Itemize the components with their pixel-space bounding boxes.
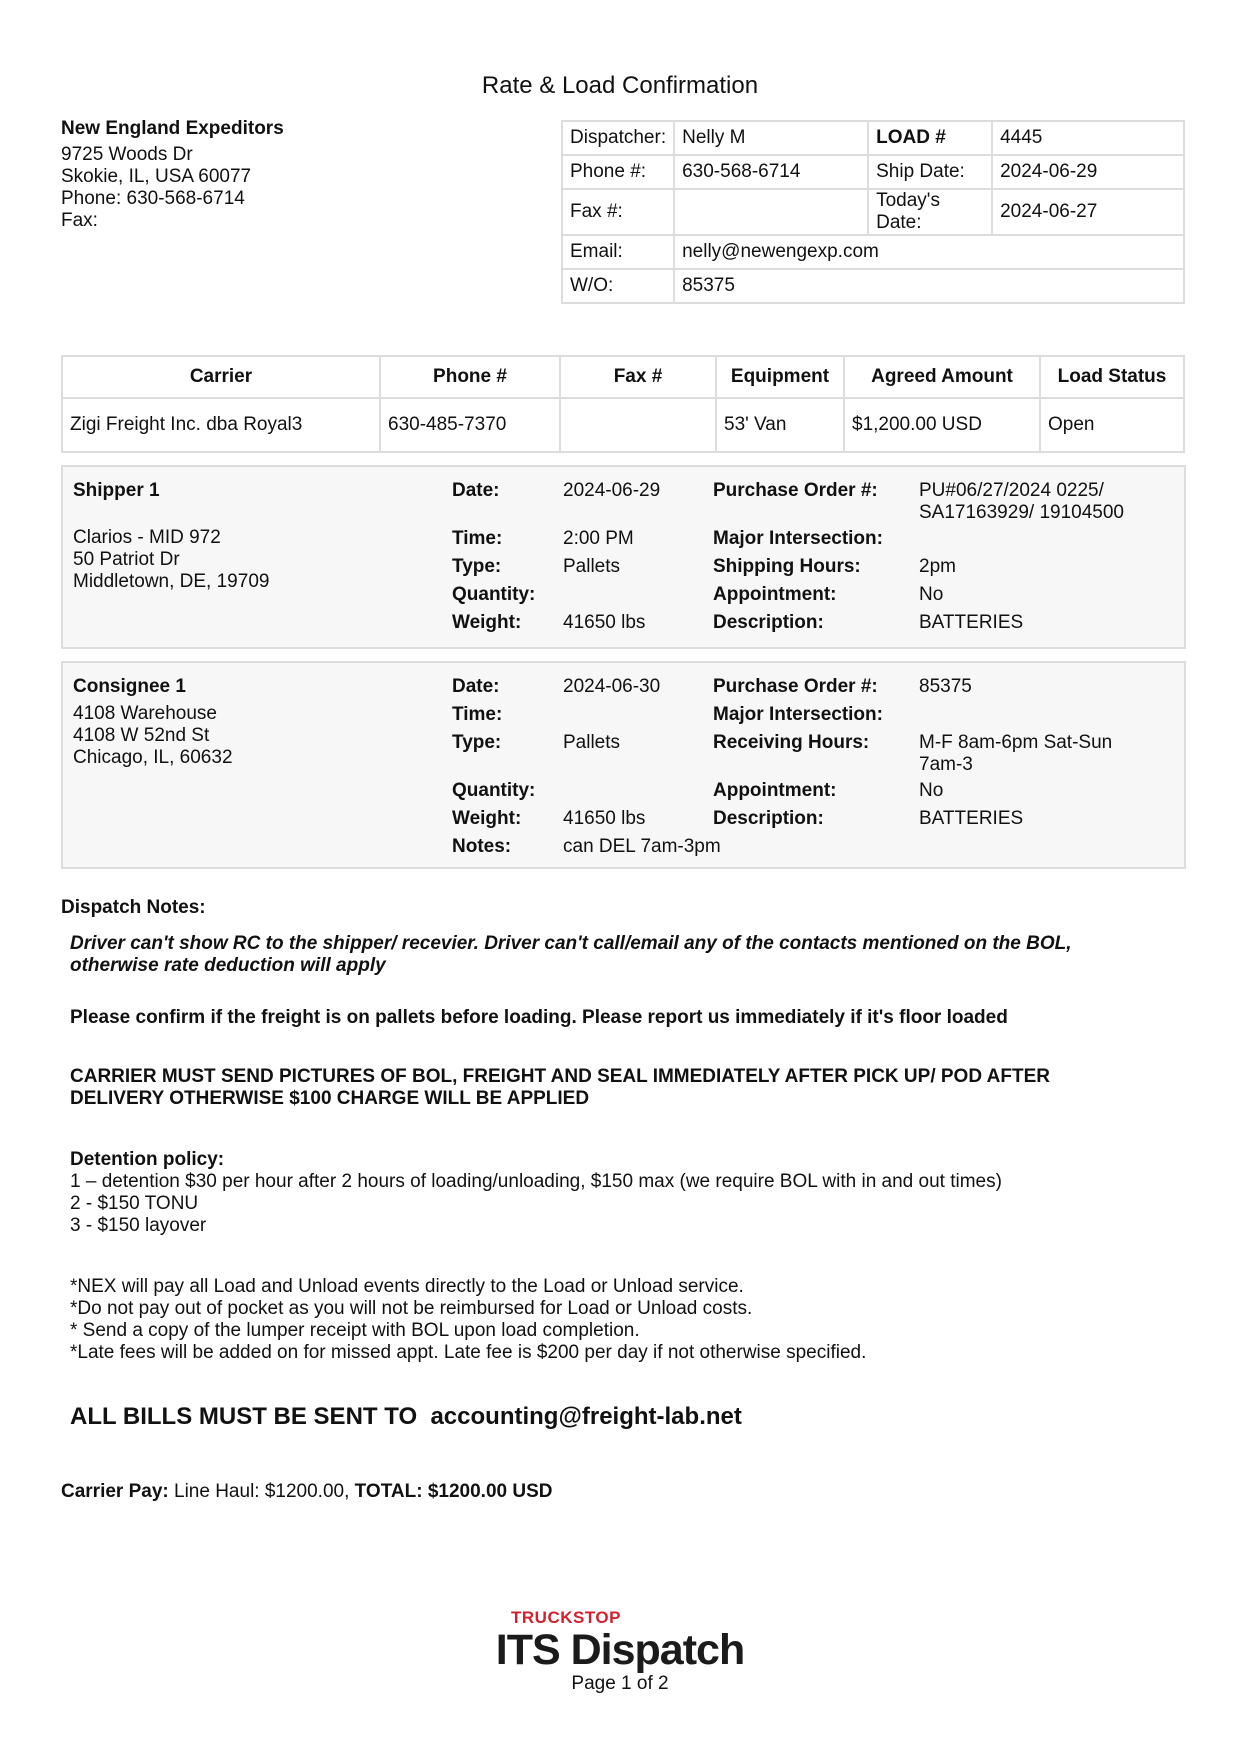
receiving-hours-label: Receiving Hours: bbox=[713, 732, 870, 753]
carrier-phone: 630-485-7370 bbox=[380, 398, 560, 452]
shipping-hours: 2pm bbox=[919, 556, 956, 577]
list-item: *Late fees will be added on for missed appt. Late fee is $200 per day if not otherwise specified. bbox=[70, 1342, 867, 1363]
page-number: Page 1 of 2 bbox=[571, 1673, 669, 1694]
pallets-note: Please confirm if the freight is on pallets before loading. Please report us immediately if it's floor loaded bbox=[70, 1007, 1008, 1028]
shipper-quantity-label: Quantity: bbox=[452, 584, 536, 605]
consignee-po: 85375 bbox=[919, 676, 972, 697]
shipper-time-label: Time: bbox=[452, 528, 503, 549]
shipper-time: 2:00 PM bbox=[563, 528, 634, 549]
shipper-appointment-label: Appointment: bbox=[713, 584, 837, 605]
consignee-weight-label: Weight: bbox=[452, 808, 522, 829]
email-value: nelly@newengexp.com bbox=[674, 235, 1184, 269]
dispatch-warning-line: otherwise rate deduction will apply bbox=[70, 955, 386, 976]
load-number-label: LOAD # bbox=[868, 121, 992, 155]
dispatch-notes-heading: Dispatch Notes: bbox=[61, 897, 206, 918]
carrier-load-status: Open bbox=[1040, 398, 1184, 452]
receiving-hours-line: M-F 8am-6pm Sat-Sun bbox=[919, 732, 1113, 753]
consignee-appointment: No bbox=[919, 780, 944, 801]
table-row bbox=[62, 398, 1184, 452]
logo-its-dispatch-text: ITS Dispatch bbox=[495, 1626, 745, 1674]
shipper-po-line: SA17163929/ 19104500 bbox=[919, 502, 1124, 523]
ship-date-label: Ship Date: bbox=[868, 155, 992, 189]
shipper-major-intersection-label: Major Intersection: bbox=[713, 528, 883, 549]
todays-date-value: 2024-06-27 bbox=[992, 189, 1184, 235]
consignee-date-label: Date: bbox=[452, 676, 500, 697]
consignee-description-label: Description: bbox=[713, 808, 824, 829]
shipper-type-label: Type: bbox=[452, 556, 502, 577]
shipper-address bbox=[73, 527, 269, 593]
list-item: 1 – detention $30 per hour after 2 hours of loading/unloading, $150 max (we require BOL with in and out times) bbox=[70, 1171, 1002, 1192]
fax-value bbox=[674, 189, 868, 235]
billing-instructions: ALL BILLS MUST BE SENT TO accounting@freight-lab.net bbox=[70, 1403, 742, 1430]
shipper-appointment: No bbox=[919, 584, 944, 605]
ship-date-value: 2024-06-29 bbox=[992, 155, 1184, 189]
detention-heading: Detention policy: bbox=[70, 1149, 225, 1170]
pictures-note-line: DELIVERY OTHERWISE $100 CHARGE WILL BE APPLIED bbox=[70, 1088, 590, 1109]
dispatcher-label: Dispatcher: bbox=[562, 121, 674, 155]
phone-value: 630-568-6714 bbox=[674, 155, 868, 189]
carrier-header: Carrier bbox=[62, 356, 380, 398]
company-address-line2: Skokie, IL, USA 60077 bbox=[61, 166, 252, 187]
dispatch-warning-line: Driver can't show RC to the shipper/ recevier. Driver can't call/email any of the contacts mentioned on the BOL, bbox=[70, 933, 1072, 954]
shipper-date: 2024-06-29 bbox=[563, 480, 661, 501]
equipment-header: Equipment bbox=[716, 356, 844, 398]
shipper-description-label: Description: bbox=[713, 612, 824, 633]
shipper-po-label: Purchase Order #: bbox=[713, 480, 878, 501]
load-number-value: 4445 bbox=[992, 121, 1184, 155]
carrier-pay-total: TOTAL: $1200.00 USD bbox=[354, 1481, 553, 1502]
work-order-value: 85375 bbox=[674, 269, 1184, 303]
consignee-time-label: Time: bbox=[452, 704, 503, 725]
carrier-fax bbox=[560, 398, 716, 452]
detention-policy bbox=[70, 1149, 1002, 1237]
shipper-po-line: PU#06/27/2024 0225/ bbox=[919, 480, 1104, 501]
shipper-type: Pallets bbox=[563, 556, 621, 577]
shipping-hours-label: Shipping Hours: bbox=[713, 556, 861, 577]
receiving-hours bbox=[919, 732, 1112, 776]
consignee-notes: can DEL 7am-3pm bbox=[563, 836, 721, 857]
company-name: New England Expeditors bbox=[61, 118, 284, 139]
its-dispatch-logo bbox=[0, 1607, 1240, 1674]
consignee-quantity-label: Quantity: bbox=[452, 780, 536, 801]
list-item: *Do not pay out of pocket as you will not be reimbursed for Load or Unload costs. bbox=[70, 1298, 753, 1319]
dispatch-warning bbox=[70, 933, 1170, 977]
shipper-address-line: Middletown, DE, 19709 bbox=[73, 571, 270, 592]
carrier-pay-label: Carrier Pay: bbox=[61, 1481, 169, 1502]
receiving-hours-line: 7am-3 bbox=[919, 754, 973, 775]
shipper-date-label: Date: bbox=[452, 480, 500, 501]
company-block bbox=[61, 118, 284, 232]
dispatcher-value: Nelly M bbox=[674, 121, 868, 155]
work-order-label: W/O: bbox=[562, 269, 674, 303]
list-item: 2 - $150 TONU bbox=[70, 1193, 199, 1214]
shipper-weight-label: Weight: bbox=[452, 612, 522, 633]
agreed-amount-header: Agreed Amount bbox=[844, 356, 1040, 398]
document-title: Rate & Load Confirmation bbox=[481, 72, 759, 99]
pictures-note-line: CARRIER MUST SEND PICTURES OF BOL, FREIGHT AND SEAL IMMEDIATELY AFTER PICK UP/ POD AFTER bbox=[70, 1066, 1050, 1087]
company-address-line1: 9725 Woods Dr bbox=[61, 144, 193, 165]
carrier-pay bbox=[61, 1481, 552, 1503]
load-status-header: Load Status bbox=[1040, 356, 1184, 398]
carrier-equipment: 53' Van bbox=[716, 398, 844, 452]
consignee-description: BATTERIES bbox=[919, 808, 1024, 829]
shipper-address-line: 50 Patriot Dr bbox=[73, 549, 180, 570]
carrier-table bbox=[61, 355, 1185, 453]
list-item: *NEX will pay all Load and Unload events directly to the Load or Unload service. bbox=[70, 1276, 744, 1297]
consignee-major-intersection-label: Major Intersection: bbox=[713, 704, 883, 725]
payment-policy bbox=[70, 1276, 866, 1364]
logo-truckstop-text: TRUCKSTOP bbox=[511, 1608, 621, 1627]
consignee-notes-label: Notes: bbox=[452, 836, 512, 857]
consignee-weight: 41650 lbs bbox=[563, 808, 646, 829]
carrier-table-header bbox=[62, 356, 1184, 398]
consignee-address-line: Chicago, IL, 60632 bbox=[73, 747, 233, 768]
list-item: * Send a copy of the lumper receipt with BOL upon load completion. bbox=[70, 1320, 640, 1341]
consignee-box bbox=[61, 661, 1186, 869]
shipper-box bbox=[61, 465, 1186, 649]
fax-header: Fax # bbox=[560, 356, 716, 398]
dispatch-info-table bbox=[561, 120, 1185, 304]
fax-label: Fax #: bbox=[562, 189, 674, 235]
consignee-date: 2024-06-30 bbox=[563, 676, 661, 697]
consignee-address-line: 4108 W 52nd St bbox=[73, 725, 210, 746]
shipper-weight: 41650 lbs bbox=[563, 612, 646, 633]
consignee-address bbox=[73, 703, 233, 769]
company-phone: Phone: 630-568-6714 bbox=[61, 188, 245, 209]
consignee-heading: Consignee 1 bbox=[73, 676, 186, 697]
email-label: Email: bbox=[562, 235, 674, 269]
phone-label: Phone #: bbox=[562, 155, 674, 189]
carrier-agreed-amount: $1,200.00 USD bbox=[844, 398, 1040, 452]
consignee-address-line: 4108 Warehouse bbox=[73, 703, 218, 724]
shipper-description: BATTERIES bbox=[919, 612, 1024, 633]
phone-header: Phone # bbox=[380, 356, 560, 398]
consignee-po-label: Purchase Order #: bbox=[713, 676, 878, 697]
line-haul: Line Haul: $1200.00, bbox=[168, 1481, 355, 1502]
shipper-po bbox=[919, 480, 1124, 524]
shipper-heading: Shipper 1 bbox=[73, 480, 160, 501]
pictures-note bbox=[70, 1066, 1050, 1110]
shipper-address-line: Clarios - MID 972 bbox=[73, 527, 221, 548]
carrier-name: Zigi Freight Inc. dba Royal3 bbox=[62, 398, 380, 452]
consignee-type: Pallets bbox=[563, 732, 621, 753]
consignee-type-label: Type: bbox=[452, 732, 502, 753]
company-fax: Fax: bbox=[61, 210, 98, 231]
consignee-appointment-label: Appointment: bbox=[713, 780, 837, 801]
todays-date-label: Today's Date: bbox=[868, 189, 992, 235]
list-item: 3 - $150 layover bbox=[70, 1215, 207, 1236]
